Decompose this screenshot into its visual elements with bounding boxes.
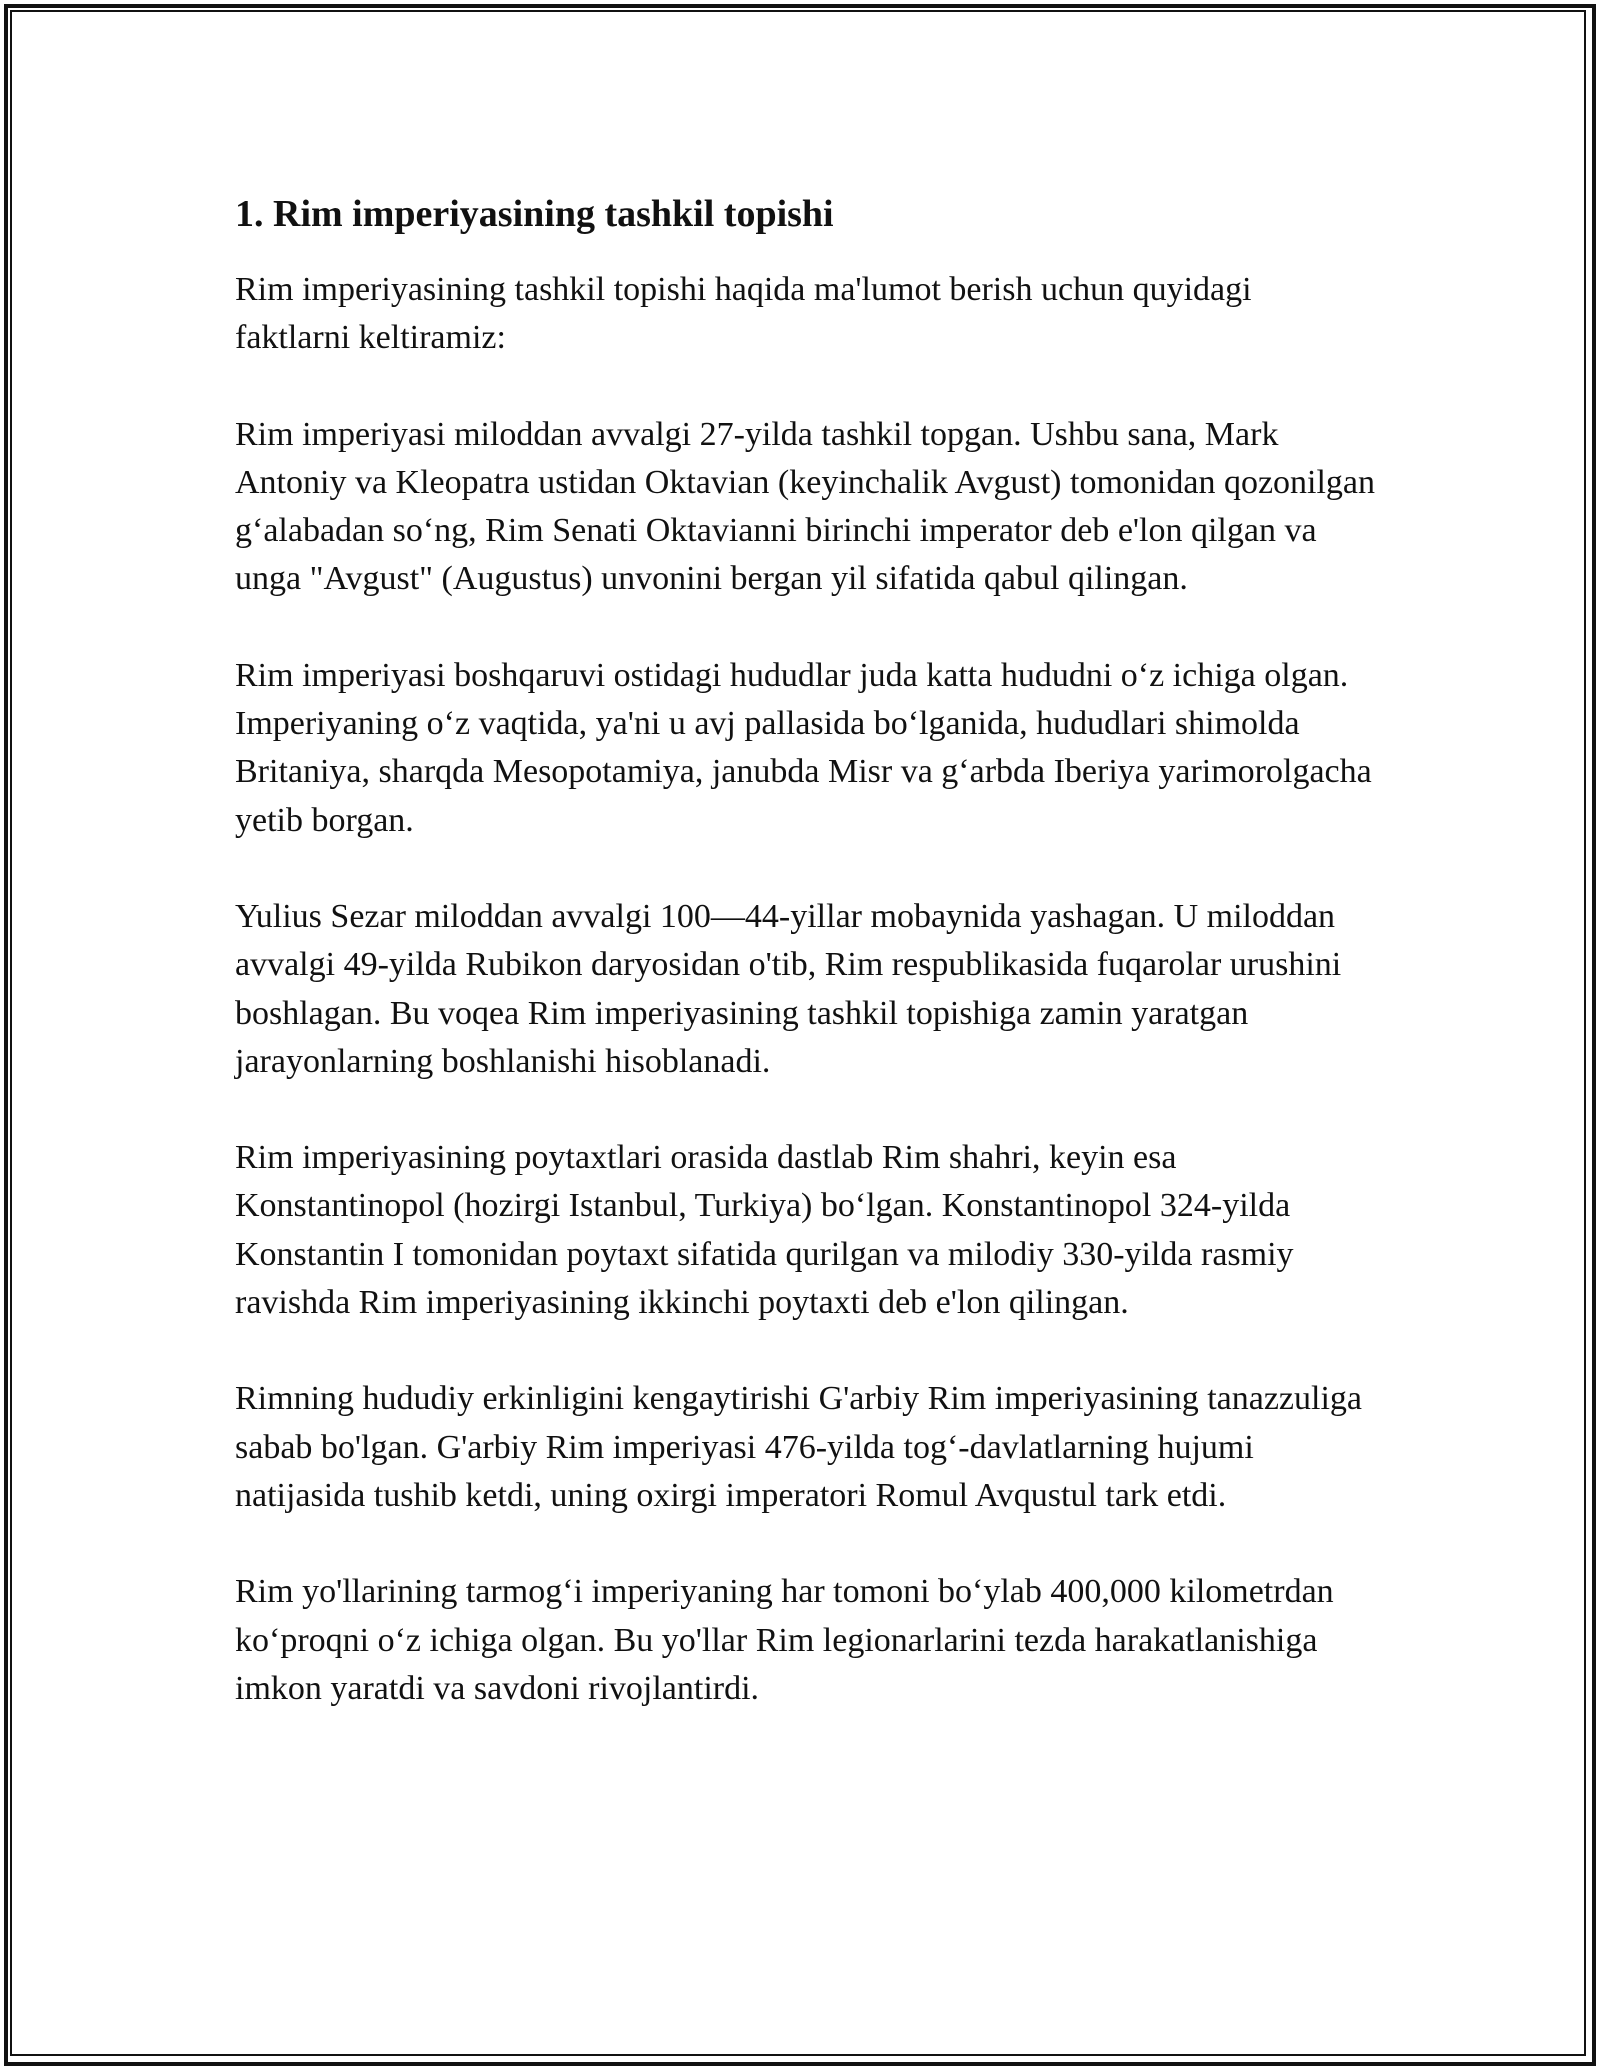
document-body <box>235 188 1375 1761</box>
paragraph-intro: Rim imperiyasining tashkil topishi haqida ma'lumot berish uchun quyidagi faktlarni keltiramiz: <box>235 271 1252 357</box>
paragraph-founding-date: Rim imperiyasi miloddan avvalgi 27-yilda tashkil topgan. Ushbu sana, Mark Antoniy va Kleopatra ustidan Oktavian (keyinchalik Avgust) tomonidan qozonilgan g‘alabadan so‘ng, Rim Senati Oktavianni birinchi imperator deb e'lon qilgan va unga "Avgust" (Augustus) unvonini bergan yil sifatida qabul qilingan. <box>235 415 1376 598</box>
paragraph-western-decline: Rimning hududiy erkinligini kengaytirishi G'arbiy Rim imperiyasining tanazzuliga sabab bo'lgan. G'arbiy Rim imperiyasi 476-yilda tog‘-davlatlarning hujumi natijasida tushib ketdi, uning oxirgi imperatori Romul Avqustul tark etdi. <box>235 1380 1362 1514</box>
paragraph-territories: Rim imperiyasi boshqaruvi ostidagi hududlar juda katta hududni o‘z ichiga olgan. Imperiyaning o‘z vaqtida, ya'ni u avj pallasida bo‘lganida, hududlari shimolda Britaniya, sharqda Mesopotamiya, janubda Misr va g‘arbda Iberiya yarimorolgacha yetib borgan. <box>235 656 1372 839</box>
paragraph-julius-caesar: Yulius Sezar miloddan avvalgi 100—44-yillar mobaynida yashagan. U miloddan avvalgi 49-yilda Rubikon daryosidan o'tib, Rim respublikasida fuqarolar urushini boshlagan. Bu voqea Rim imperiyasining tashkil topishiga zamin yaratgan jarayonlarning boshlanishi hisoblanadi. <box>235 897 1342 1080</box>
section-heading: 1. Rim imperiyasining tashkil topishi <box>235 193 834 235</box>
paragraph-capitals: Rim imperiyasining poytaxtlari orasida dastlab Rim shahri, keyin esa Konstantinopol (hozirgi Istanbul, Turkiya) bo‘lgan. Konstantinopol 324-yilda Konstantin I tomonidan poytaxt sifatida qurilgan va milodiy 330-yilda rasmiy ravishda Rim imperiyasining ikkinchi poytaxti deb e'lon qilingan. <box>235 1139 1294 1322</box>
paragraph-roads: Rim yo'llarining tarmog‘i imperiyaning har tomoni bo‘ylab 400,000 kilometrdan ko‘proqni o‘z ichiga olgan. Bu yo'llar Rim legionarlarini tezda harakatlanishiga imkon yaratdi va savdoni rivojlantirdi. <box>235 1573 1334 1707</box>
